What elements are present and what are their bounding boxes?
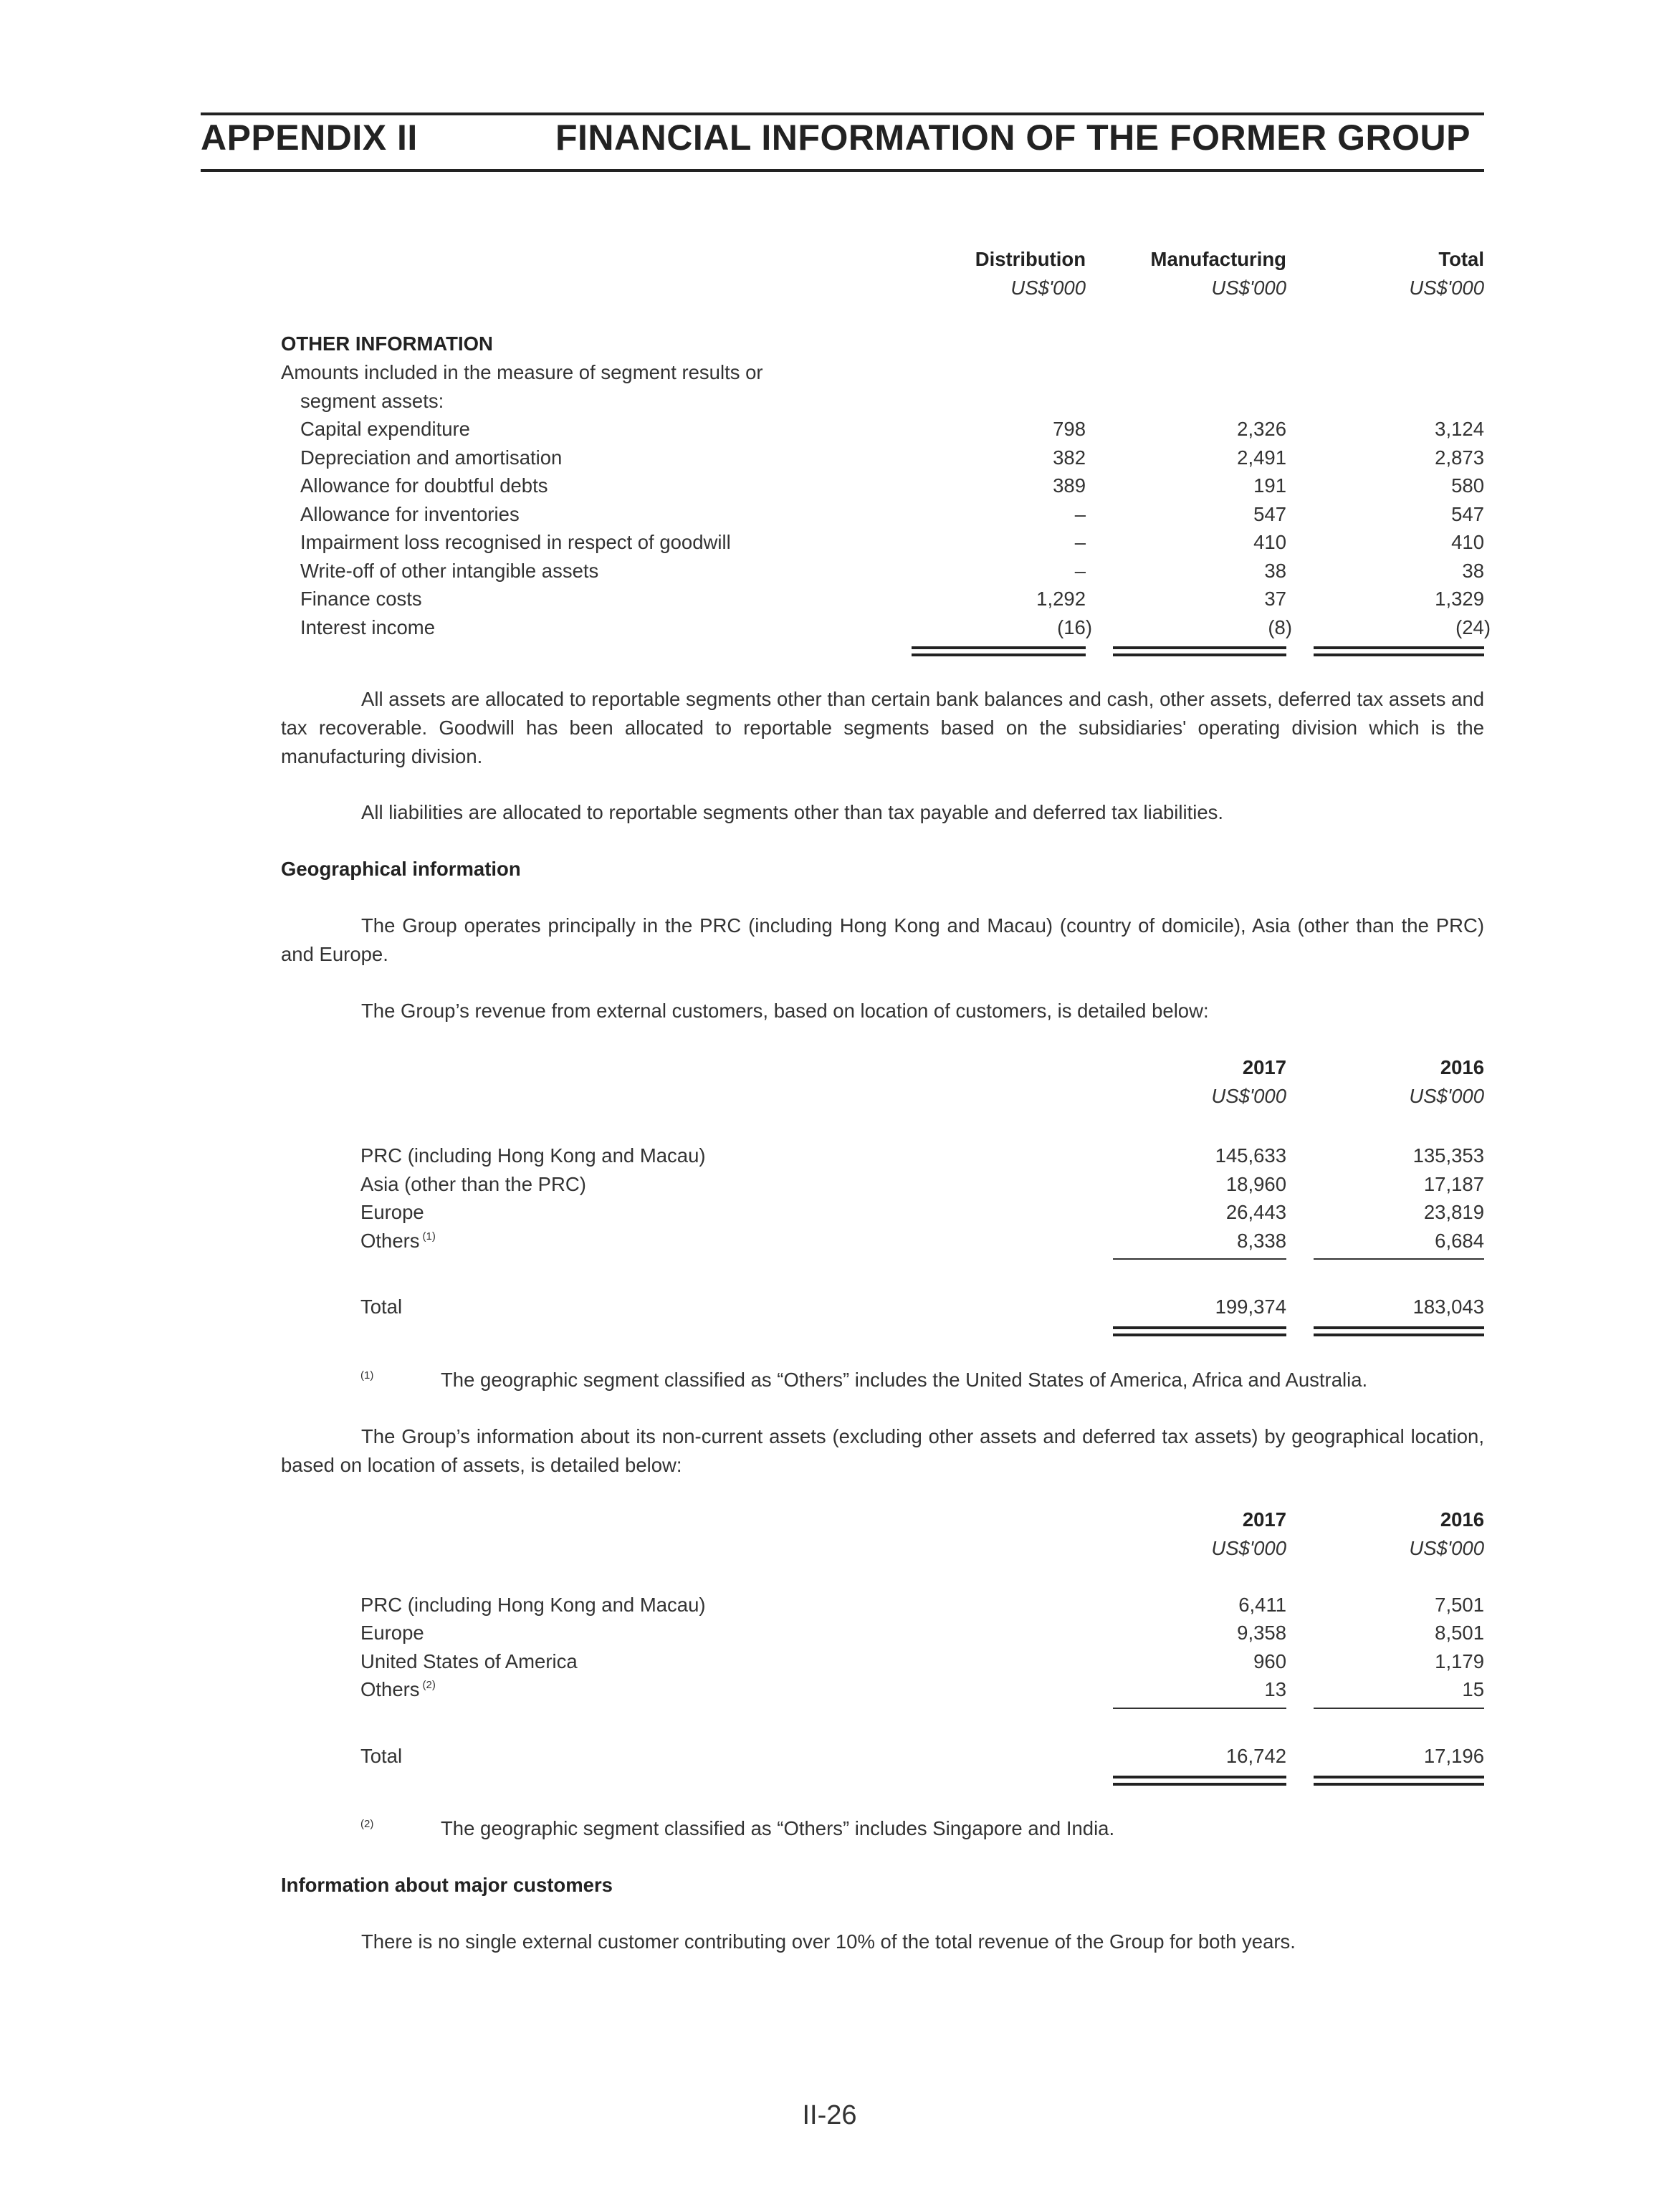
distribution-value: 798 [1053, 418, 1086, 440]
value-2016: 6,684 [1435, 1230, 1484, 1252]
assets-total-row [0, 1742, 1659, 1771]
distribution-value: – [1074, 560, 1086, 582]
footnote-mark: (1) [360, 1369, 374, 1382]
double-rule [912, 646, 1086, 649]
footnote-mark: (2) [360, 1818, 374, 1830]
double-rule [1314, 1783, 1484, 1786]
row-label: Asia (other than the PRC) [360, 1173, 586, 1195]
segment-intro-line1: Amounts included in the measure of segment results or [281, 361, 763, 383]
segment-row [0, 585, 1659, 613]
row-label: PRC (including Hong Kong and Macau) [360, 1594, 706, 1616]
value-2016: 8,501 [1435, 1622, 1484, 1644]
value-2017: 145,633 [1215, 1144, 1286, 1167]
subtotal-rule [1113, 1708, 1286, 1709]
total-label: Total [360, 1745, 403, 1767]
distribution-value: (16) [1057, 616, 1092, 638]
col-manufacturing-header: Manufacturing [1150, 248, 1286, 270]
row-label: United States of America [360, 1650, 578, 1672]
value-2016: 135,353 [1412, 1144, 1484, 1167]
total-2017: 199,374 [1215, 1296, 1286, 1318]
appendix-label: APPENDIX II [201, 118, 418, 158]
manufacturing-value: 37 [1264, 588, 1286, 610]
double-rule [1113, 1334, 1286, 1336]
total-value: 38 [1462, 560, 1484, 582]
double-rule [1314, 1326, 1484, 1329]
row-label [360, 1675, 436, 1704]
double-rule [1314, 653, 1484, 656]
row-label: Allowance for inventories [300, 503, 520, 525]
total-value: 580 [1451, 474, 1484, 497]
col-distribution-header: Distribution [975, 248, 1086, 270]
others-label: Others [360, 1230, 420, 1252]
distribution-value: 389 [1053, 474, 1086, 497]
row-label: Europe [360, 1622, 424, 1644]
assets-col-2017: 2017 [1242, 1508, 1286, 1531]
subtotal-rule [1113, 1258, 1286, 1260]
total-value: 2,873 [1435, 446, 1484, 469]
segment-row [0, 444, 1659, 472]
geographical-information-heading: Geographical information [281, 858, 521, 880]
value-2016: 17,187 [1423, 1173, 1484, 1195]
double-rule [1314, 646, 1484, 649]
col-distribution-unit: US$'000 [1010, 277, 1086, 299]
total-label: Total [360, 1296, 403, 1318]
liabilities-allocation-paragraph [281, 798, 1484, 827]
segment-row [0, 557, 1659, 585]
assets-row [0, 1675, 1659, 1704]
row-label: Allowance for doubtful debts [300, 474, 548, 497]
assets-intro-paragraph [281, 1422, 1484, 1480]
total-value: 3,124 [1435, 418, 1484, 440]
footnote-1-text: The geographic segment classified as “Others” includes the United States of America, Africa and Australia. [441, 1369, 1368, 1391]
assets-intro-text: The Group’s information about its non-current assets (excluding other assets and deferred tax assets) by geographical location, based on location of assets, is detailed below: [281, 1425, 1484, 1476]
col-total-header: Total [1438, 248, 1484, 270]
row-label: Impairment loss recognised in respect of goodwill [300, 531, 731, 553]
double-rule [1113, 1776, 1286, 1778]
value-2016: 1,179 [1435, 1650, 1484, 1672]
revenue-unit-2016: US$'000 [1409, 1085, 1484, 1107]
value-2017: 26,443 [1225, 1201, 1286, 1223]
manufacturing-value: 547 [1253, 503, 1286, 525]
double-rule [1113, 1783, 1286, 1786]
revenue-row [0, 1141, 1659, 1170]
total-value: 547 [1451, 503, 1484, 525]
major-customers-text: There is no single external customer contributing over 10% of the total revenue of the Group for both years. [361, 1930, 1296, 1953]
value-2016: 7,501 [1435, 1594, 1484, 1616]
double-rule [1314, 1334, 1484, 1336]
value-2017: 960 [1253, 1650, 1286, 1672]
row-label: Europe [360, 1201, 424, 1223]
row-label: Interest income [300, 616, 436, 638]
assets-row [0, 1591, 1659, 1619]
manufacturing-value: 191 [1253, 474, 1286, 497]
value-2016: 23,819 [1423, 1201, 1484, 1223]
subtotal-rule [1314, 1258, 1484, 1260]
assets-row [0, 1647, 1659, 1676]
others-label: Others [360, 1678, 420, 1700]
page-title: FINANCIAL INFORMATION OF THE FORMER GROUP [555, 118, 1471, 158]
revenue-col-2017: 2017 [1242, 1056, 1286, 1078]
segment-row [0, 415, 1659, 444]
total-value: (24) [1455, 616, 1491, 638]
header-bottom-rule [201, 169, 1484, 172]
distribution-value: 382 [1053, 446, 1086, 469]
revenue-total-row [0, 1293, 1659, 1321]
revenue-intro-text: The Group’s revenue from external customers, based on location of customers, is detailed below: [361, 1000, 1209, 1022]
footnote-ref: (1) [422, 1230, 436, 1243]
assets-allocation-text: All assets are allocated to reportable segments other than certain bank balances and cash, other assets, deferred tax assets and tax recoverable. Goodwill has been allocated to reportable segments based on the subsidiaries' operating division which is the manufacturing division. [281, 688, 1484, 767]
revenue-col-2016: 2016 [1440, 1056, 1484, 1078]
value-2017: 8,338 [1237, 1230, 1286, 1252]
row-label: PRC (including Hong Kong and Macau) [360, 1144, 706, 1167]
double-rule [1113, 646, 1286, 649]
distribution-value: 1,292 [1036, 588, 1086, 610]
col-total-unit: US$'000 [1409, 277, 1484, 299]
major-customers-heading: Information about major customers [281, 1874, 613, 1896]
total-2016: 17,196 [1423, 1745, 1484, 1767]
manufacturing-value: (8) [1268, 616, 1292, 638]
assets-unit-2017: US$'000 [1211, 1537, 1286, 1559]
distribution-value: – [1074, 503, 1086, 525]
revenue-row [0, 1170, 1659, 1199]
page-number: II-26 [802, 2100, 857, 2130]
segment-intro-line2: segment assets: [300, 390, 444, 412]
footnote-ref: (2) [422, 1679, 436, 1691]
section-title-other-information: OTHER INFORMATION [281, 332, 493, 355]
assets-unit-2016: US$'000 [1409, 1537, 1484, 1559]
footnote-2-text: The geographic segment classified as “Others” includes Singapore and India. [441, 1817, 1115, 1839]
value-2017: 6,411 [1238, 1594, 1286, 1616]
footnote-1 [360, 1366, 373, 1394]
subtotal-rule [1314, 1708, 1484, 1709]
double-rule [1113, 1326, 1286, 1329]
liabilities-allocation-text: All liabilities are allocated to reportable segments other than tax payable and deferred tax liabilities. [361, 801, 1224, 823]
footnote-2 [360, 1814, 373, 1843]
row-label: Depreciation and amortisation [300, 446, 563, 469]
manufacturing-value: 2,491 [1237, 446, 1286, 469]
geo-intro-paragraph [281, 911, 1484, 969]
revenue-row [0, 1227, 1659, 1255]
value-2017: 13 [1264, 1678, 1286, 1700]
row-label: Finance costs [300, 588, 422, 610]
segment-row [0, 500, 1659, 529]
segment-row [0, 471, 1659, 500]
total-value: 410 [1451, 531, 1484, 553]
revenue-intro-paragraph [281, 997, 1484, 1025]
major-customers-paragraph [281, 1928, 1484, 1956]
double-rule [1113, 653, 1286, 656]
total-2017: 16,742 [1225, 1745, 1286, 1767]
revenue-row [0, 1198, 1659, 1227]
value-2017: 9,358 [1237, 1622, 1286, 1644]
value-2017: 18,960 [1225, 1173, 1286, 1195]
segment-row [0, 528, 1659, 557]
double-rule [1314, 1776, 1484, 1778]
manufacturing-value: 38 [1264, 560, 1286, 582]
geo-intro-text: The Group operates principally in the PRC (including Hong Kong and Macau) (country of domicile), Asia (other than the PRC) and Europe. [281, 914, 1484, 965]
assets-col-2016: 2016 [1440, 1508, 1484, 1531]
row-label [360, 1227, 436, 1255]
distribution-value: – [1074, 531, 1086, 553]
col-manufacturing-unit: US$'000 [1211, 277, 1286, 299]
value-2016: 15 [1462, 1678, 1484, 1700]
manufacturing-value: 2,326 [1237, 418, 1286, 440]
revenue-unit-2017: US$'000 [1211, 1085, 1286, 1107]
assets-row [0, 1619, 1659, 1647]
total-2016: 183,043 [1412, 1296, 1484, 1318]
manufacturing-value: 410 [1253, 531, 1286, 553]
row-label: Write-off of other intangible assets [300, 560, 599, 582]
assets-allocation-paragraph [281, 685, 1484, 771]
total-value: 1,329 [1435, 588, 1484, 610]
row-label: Capital expenditure [300, 418, 470, 440]
double-rule [912, 653, 1086, 656]
segment-row [0, 613, 1659, 642]
